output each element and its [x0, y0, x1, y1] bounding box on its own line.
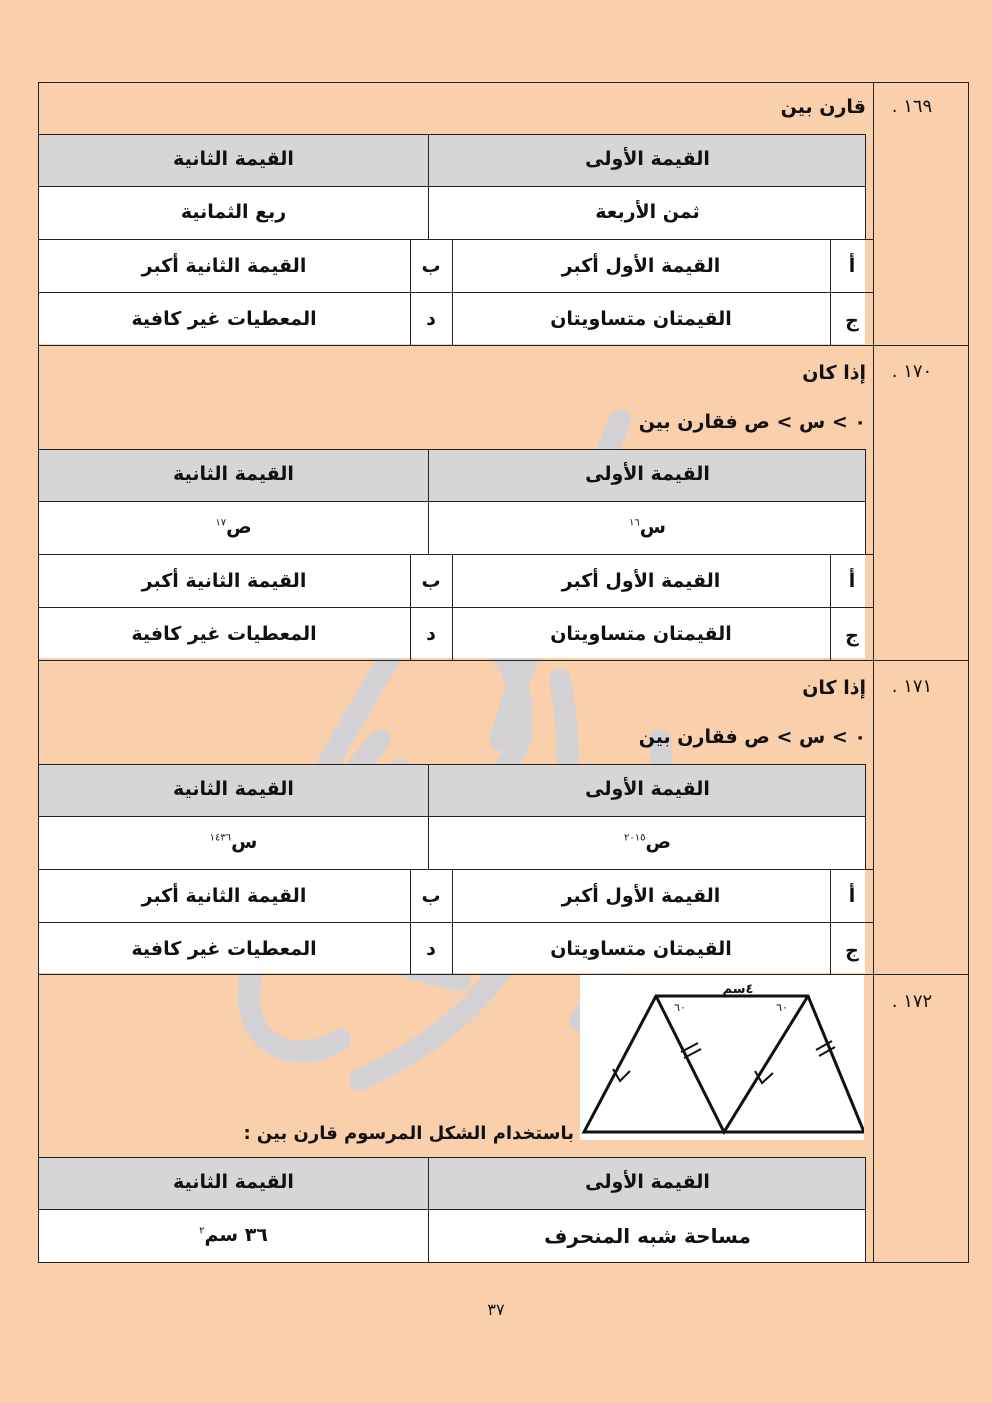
q169-choice-c-letter[interactable]: ج	[845, 310, 859, 332]
q171-choice-d-text[interactable]: المعطيات غير كافية	[131, 938, 317, 960]
q171-choice-a-letter[interactable]: أ	[848, 885, 856, 907]
trapezoid-figure	[580, 975, 864, 1140]
q171-choice-d-letter[interactable]: د	[426, 938, 436, 960]
q170-choice-d-letter[interactable]: د	[426, 623, 436, 645]
q169-choice-b-text[interactable]: القيمة الثانية أكبر	[141, 255, 307, 277]
q171-number: ١٧١ .	[891, 676, 933, 697]
q170-choice-b-letter[interactable]: ب	[421, 570, 441, 592]
q170-number: ١٧٠ .	[891, 361, 933, 382]
figure-angle-right: ٦٠	[776, 1001, 788, 1014]
q171-value-second: س$^{١٤٣٦}$	[209, 831, 258, 853]
q172-value-first: مساحة شبه المنحرف	[544, 1224, 751, 1248]
q171-header-first: القيمة الأولى	[585, 778, 710, 800]
q172-number: ١٧٢ .	[891, 991, 933, 1012]
q169-value-first: ثمن الأربعة	[595, 201, 700, 223]
q171-header-second: القيمة الثانية	[173, 778, 294, 800]
q171-value-first: ص$^{٢٠١٥}$	[623, 831, 672, 853]
q172-header-second: القيمة الثانية	[173, 1171, 294, 1193]
q170-choice-c-letter[interactable]: ج	[845, 625, 859, 647]
q172-value-second: ٣٦ سم$^٢$	[199, 1224, 268, 1246]
q170-value-second: ص$^{١٧}$	[215, 516, 252, 538]
figure-angle-left: ٦٠	[674, 1001, 686, 1014]
q169-number: ١٦٩ .	[891, 96, 933, 117]
q170-condition: ٠ > س > ص فقارن بين	[638, 411, 866, 433]
q170-choice-c-text[interactable]: القيمتان متساويتان	[550, 623, 732, 645]
q170-choice-d-text[interactable]: المعطيات غير كافية	[131, 623, 317, 645]
q171-choice-c-text[interactable]: القيمتان متساويتان	[550, 938, 732, 960]
q170-choice-a-text[interactable]: القيمة الأول أكبر	[561, 570, 721, 592]
q169-choice-a-letter[interactable]: أ	[848, 255, 856, 277]
q169-choice-a-text[interactable]: القيمة الأول أكبر	[561, 255, 721, 277]
q169-choice-d-letter[interactable]: د	[426, 308, 436, 330]
q172-header-first: القيمة الأولى	[585, 1171, 710, 1193]
q169-value-second: ربع الثمانية	[180, 201, 287, 223]
q169-header-second: القيمة الثانية	[173, 148, 294, 170]
q170-header-first: القيمة الأولى	[585, 463, 710, 485]
q171-choice-b-letter[interactable]: ب	[421, 885, 441, 907]
q170-choice-b-text[interactable]: القيمة الثانية أكبر	[141, 570, 307, 592]
q171-choice-b-text[interactable]: القيمة الثانية أكبر	[141, 885, 307, 907]
q169-header-first: القيمة الأولى	[585, 148, 710, 170]
page-number: ٣٧	[487, 1300, 505, 1319]
q170-choice-a-letter[interactable]: أ	[848, 570, 856, 592]
q170-prompt: إذا كان	[802, 362, 866, 384]
q169-choice-d-text[interactable]: المعطيات غير كافية	[131, 308, 317, 330]
q171-condition: ٠ > س > ص فقارن بين	[638, 726, 866, 748]
q169-choice-b-letter[interactable]: ب	[421, 255, 441, 277]
q171-choice-a-text[interactable]: القيمة الأول أكبر	[561, 885, 721, 907]
trapezoid-diagram	[580, 975, 864, 1140]
q170-value-first: س$^{١٦}$	[629, 516, 666, 538]
q171-prompt: إذا كان	[802, 677, 866, 699]
q172-prompt: باستخدام الشكل المرسوم قارن بين :	[243, 1123, 574, 1144]
q171-choice-c-letter[interactable]: ج	[845, 940, 859, 962]
q169-choice-c-text[interactable]: القيمتان متساويتان	[550, 308, 732, 330]
q169-prompt: قارن بين	[780, 96, 866, 118]
figure-top-label: ٤سم	[722, 982, 754, 997]
q170-header-second: القيمة الثانية	[173, 463, 294, 485]
